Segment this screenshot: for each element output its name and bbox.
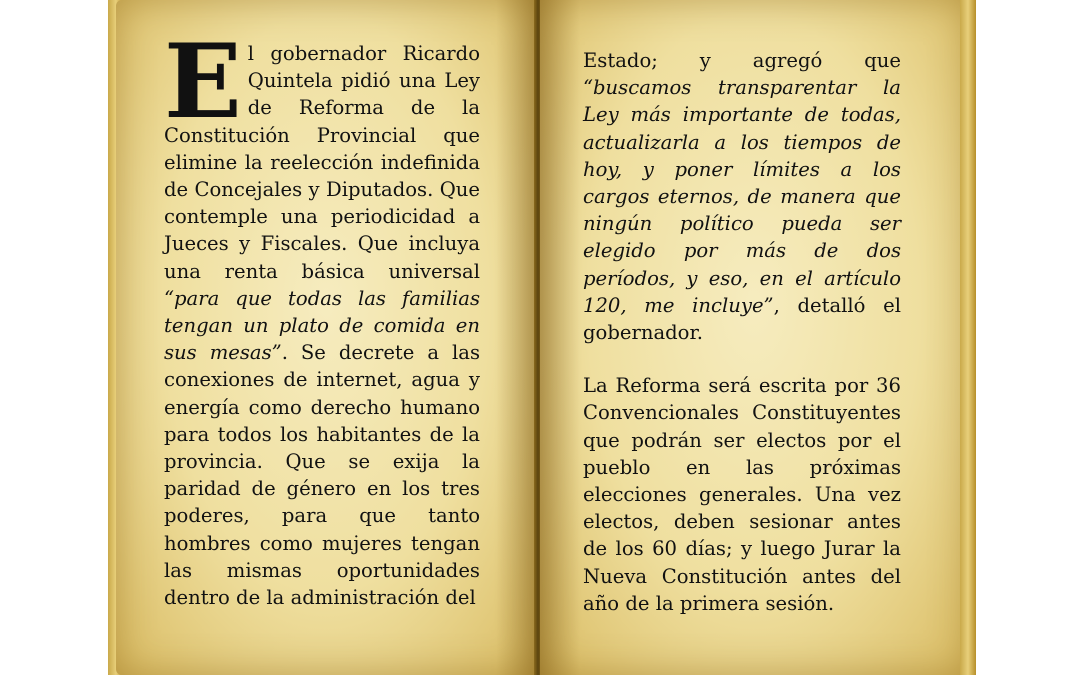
left-text-part-1: l gobernador Ricardo Quintela pidió una Ley de Reforma de la Constitución Provincial que elimine la reelección indefinida de Concejales y Diputados. Que contemple una periodicidad a Jueces y Fiscales. Que incluya una renta básica universal: [164, 42, 480, 283]
right-text-part-2: , detalló el gobernador.: [583, 293, 901, 345]
right-quote: “buscamos transparentar la Ley más importante de todas, actualizarla a los tiempos de hoy, y poner límites a los cargos eternos, de manera que ningún político pueda ser elegido por más de dos períodos, y eso, en el artículo 120, me incluye”: [583, 76, 901, 317]
drop-cap: E: [164, 22, 242, 142]
right-page-text: [583, 47, 901, 617]
right-text-part-1: Estado; y agregó que: [583, 49, 901, 72]
left-quote: “para que todas las familias tengan un plato de comida en sus mesas”: [164, 286, 480, 365]
right-paragraph-1: [583, 47, 901, 346]
left-page-text: [164, 22, 481, 611]
left-text-part-2: . Se decrete a las conexiones de internet, agua y energía como derecho humano para todos los habitantes de la provincia. Que se exija la paridad de género en los tres poderes, para que tanto hombres como mujeres tengan las mismas oportunidades dentro de la administración del: [164, 341, 481, 610]
right-paragraph-2: La Reforma será escrita por 36 Convencionales Constituyentes que podrán ser electos por el pueblo en las próximas elecciones generales. Una vez electos, deben sesionar antes de los 60 días; y luego Jurar la Nueva Constitución antes del año de la primera sesión.: [583, 374, 901, 615]
left-paragraph: [164, 22, 481, 611]
book-cover-right-edge: [960, 0, 976, 675]
